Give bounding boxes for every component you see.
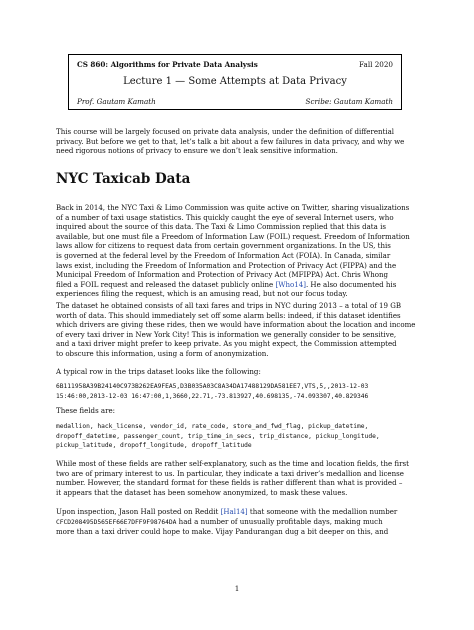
text-line: need rigorous notions of privacy to ensure we don’t leak sensitive information. (56, 146, 338, 156)
code-line: pickup_latitude, dropoff_longitude, dropoff_latitude (56, 442, 252, 450)
text-line: This course will be largely focused on private data analysis, under the definition of differential (56, 127, 395, 136)
scribe: Scribe: Gautam Kamath (305, 97, 393, 106)
lecture-header-box (68, 54, 402, 110)
medallion-hash: CFCD208495D565EF66E7DFF9F98764DA (56, 518, 177, 526)
text-line: which drivers are giving these rides, then we would have information about the location and income (56, 320, 416, 330)
intro-paragraph (56, 127, 414, 156)
fields-list (56, 422, 414, 451)
paragraph-dataset (56, 301, 414, 359)
paragraph-reddit (56, 507, 414, 537)
code-line: 15:46:00,2013-12-03 16:47:00,1,3660,22.71,-73.813927,40.698135,-74.093307,40.829346 (56, 392, 369, 400)
text-line: laws exist, including the Freedom of Information and Protection of Privacy Act (FIPPA) and the (56, 260, 397, 270)
text-line: is governed at the federal level by the Freedom of Information Act (FOIA). In Canada, similar (56, 250, 391, 260)
text-line: filed a FOIL request and released the dataset publicly online [Who14]. He also documented his (56, 279, 397, 289)
text-line: it appears that the dataset has been somehow anonymized, to mask these values. (56, 487, 348, 497)
code-line: 6B111958A39B24140C973B262EA9FEA5,D3B035A03C8A34DA17488129DA581EE7,VTS,5,,2013-12-03 (56, 383, 369, 390)
text-line: Back in 2014, the NYC Taxi & Limo Commission was quite active on Twitter, sharing visualizations (56, 203, 410, 212)
text-line: CFCD208495D565EF66E7DFF9F98764DA had a number of unusually profitable days, making much (56, 516, 383, 526)
text-line: inquired about the source of this data. The Taxi & Limo Commission replied that this data is (56, 222, 386, 232)
text-line: of a number of taxi usage statistics. This quickly caught the eye of several Internet users, who (56, 212, 394, 222)
code-line: dropoff_datetime, passenger_count, trip_time_in_secs, trip_distance, pickup_longitude, (56, 432, 380, 440)
lecture-title: Lecture 1 — Some Attempts at Data Privacy (123, 76, 347, 87)
citation-link-who14[interactable]: [Who14] (275, 279, 306, 289)
text-line: The dataset he obtained consists of all taxi fares and trips in NYC during 2013 – a total of 19 GB (56, 301, 402, 310)
row-example-code (56, 382, 414, 401)
text-line: privacy. But before we get to that, let’s talk a bit about a few failures in data privacy, and why we (56, 136, 405, 146)
text-line: laws allow for citizens to request data from certain government organizations. In the US, this (56, 241, 391, 251)
text-line: number. However, the standard format for these fields is rather different than what is provided – (56, 478, 403, 488)
text-line: While most of these fields are rather self-explanatory, such as the time and location fields, the first (56, 459, 409, 468)
text-line: worth of data. This should immediately set off some alarm bells: indeed, if this dataset identifies (56, 310, 401, 320)
fields-intro (56, 406, 414, 416)
row-intro (56, 367, 414, 377)
text-line: A typical row in the trips dataset looks like the following: (56, 367, 261, 376)
text-line: and a taxi driver might prefer to keep private. As you might expect, the Commission attempted (56, 339, 397, 349)
section-heading: NYC Taxicab Data (56, 171, 191, 187)
text-line: Municipal Freedom of Information and Protection of Privacy Act (MFIPPA) Act. Chris Whong (56, 270, 389, 280)
course-name: CS 860: Algorithms for Private Data Analysis (77, 60, 258, 69)
text-line: These fields are: (56, 406, 116, 415)
code-line: medallion, hack_license, vendor_id, rate_code, store_and_fwd_flag, pickup_datetime, (56, 423, 369, 430)
term: Fall 2020 (359, 60, 393, 69)
text-line: of every taxi driver in New York City! This is information we generally consider to be sensitive, (56, 329, 397, 339)
text-line: more than a taxi driver could hope to make. Vijay Pandurangan dug a bit deeper on this, and (56, 527, 389, 537)
page-number: 1 (234, 584, 240, 593)
text-line: two are of primary interest to us. In particular, they indicate a taxi driver’s medallion and license (56, 468, 404, 478)
text-line: to obscure this information, using a form of anonymization. (56, 348, 269, 358)
citation-link-hal14[interactable]: [Hal14] (220, 507, 248, 516)
paragraph-foil (56, 203, 414, 299)
professor: Prof. Gautam Kamath (77, 97, 156, 106)
paragraph-anonymized (56, 459, 414, 497)
text-line: Upon inspection, Jason Hall posted on Reddit [Hal14] that someone with the medallion number (56, 507, 398, 516)
text-line: available, but one must file a Freedom of Information Law (FOIL) request. Freedom of Information (56, 231, 410, 241)
text-line: experiences filing the request, which is an amusing read, but not our focus today. (56, 289, 348, 299)
